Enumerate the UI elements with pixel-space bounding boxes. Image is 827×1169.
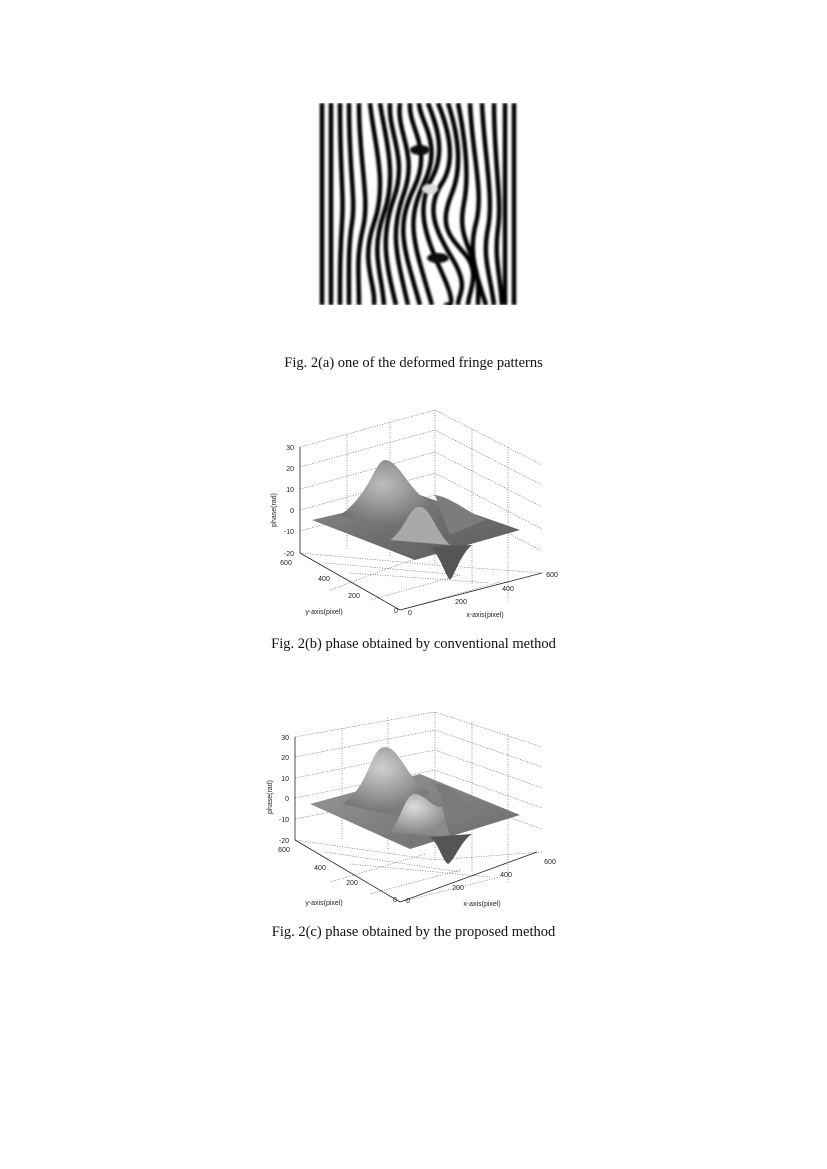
y-tick: 400 — [318, 576, 330, 583]
x-tick: 600 — [546, 572, 558, 579]
y-tick: 0 — [394, 608, 398, 615]
z-tick: 0 — [290, 508, 294, 515]
z-tick: 30 — [286, 445, 294, 452]
x-tick: 0 — [408, 610, 412, 617]
z-tick: -10 — [283, 529, 294, 536]
z-tick: -20 — [283, 551, 294, 558]
y-tick: 200 — [346, 880, 358, 887]
y-tick: 600 — [280, 560, 292, 567]
z-tick: 10 — [281, 776, 289, 783]
z-tick: 0 — [285, 796, 289, 803]
x-tick: 600 — [544, 859, 556, 866]
y-tick: 200 — [348, 593, 360, 600]
y-axis-label: y-axis(pixel) — [305, 900, 343, 907]
y-tick: 400 — [314, 865, 326, 872]
x-axis-label: x-axis(pixel) — [466, 612, 504, 619]
y-axis-label: y-axis(pixel) — [305, 609, 343, 616]
z-tick: 10 — [286, 487, 294, 494]
z-tick: 20 — [286, 466, 294, 473]
figure-caption-2a: Fig. 2(a) one of the deformed fringe patterns — [284, 355, 543, 371]
y-tick: 600 — [278, 847, 290, 854]
z-axis-label: phase(rad) — [271, 493, 278, 527]
fringe-pattern-image — [318, 103, 520, 305]
z-tick: -10 — [278, 817, 289, 824]
surface-plot-conventional — [250, 405, 570, 625]
z-tick: -20 — [278, 838, 289, 845]
x-axis-label: x-axis(pixel) — [463, 901, 501, 908]
z-tick: 20 — [281, 755, 289, 762]
y-tick: 0 — [393, 897, 397, 904]
surface-plot-proposed — [250, 712, 570, 912]
x-tick: 400 — [500, 872, 512, 879]
x-tick: 200 — [452, 885, 464, 892]
z-axis-label: phase(rad) — [267, 780, 274, 814]
x-tick: 400 — [502, 586, 514, 593]
x-tick: 0 — [406, 898, 410, 905]
figure-caption-2c: Fig. 2(c) phase obtained by the proposed method — [271, 924, 556, 940]
x-tick: 200 — [455, 599, 467, 606]
figure-caption-2b: Fig. 2(b) phase obtained by conventional method — [271, 636, 556, 652]
z-tick: 30 — [281, 735, 289, 742]
